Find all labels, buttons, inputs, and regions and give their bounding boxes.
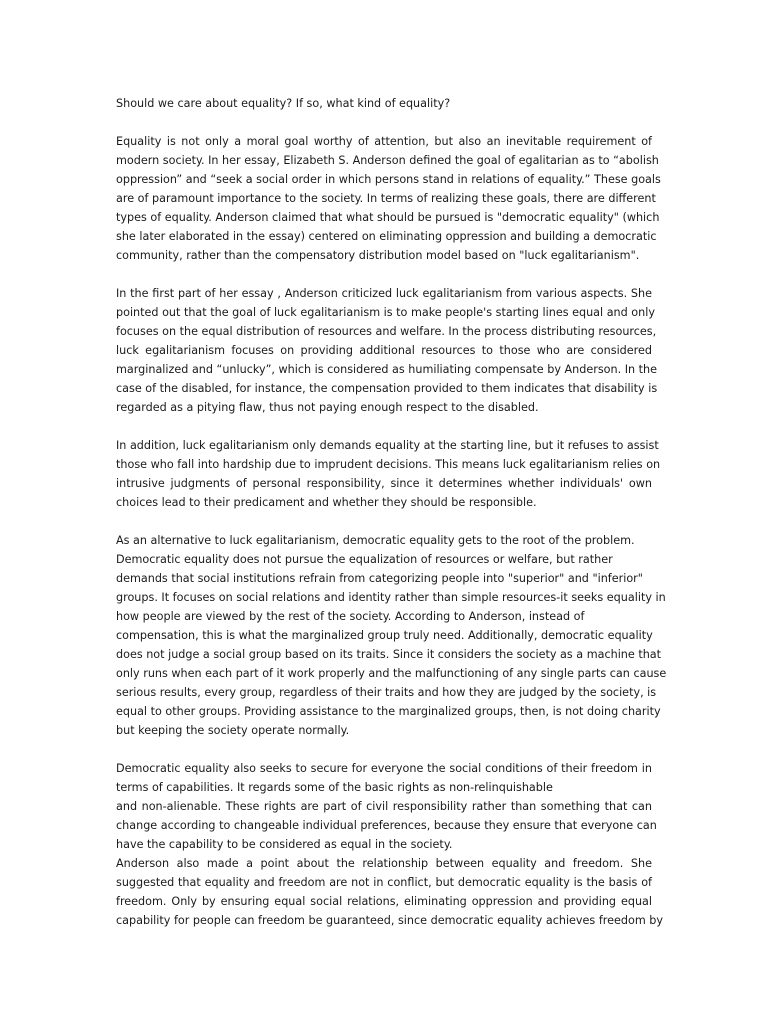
text-line: freedom. Only by ensuring equal social relations, eliminating oppression and providing equal bbox=[116, 895, 652, 908]
text-line: does not judge a social group based on its traits. Since it considers the society as a machine that bbox=[116, 648, 662, 661]
text-line: choices lead to their predicament and whether they should be responsible. bbox=[116, 496, 537, 509]
paragraph-spacer bbox=[116, 113, 652, 132]
text-line: Anderson also made a point about the relationship between equality and freedom. She bbox=[116, 857, 652, 870]
text-line: change according to changeable individual preferences, because they ensure that everyone can bbox=[116, 819, 657, 832]
document-page bbox=[116, 94, 667, 930]
paragraph bbox=[116, 284, 658, 417]
document-body bbox=[116, 132, 667, 930]
text-line: those who fall into hardship due to imprudent decisions. This means luck egalitarianism relies on bbox=[116, 458, 661, 471]
paragraph bbox=[116, 531, 667, 740]
text-line: case of the disabled, for instance, the compensation provided to them indicates that disability is bbox=[116, 382, 658, 395]
text-line: pointed out that the goal of luck egalitarianism is to make people's starting lines equal and only bbox=[116, 306, 655, 319]
text-line: she later elaborated in the essay) centered on eliminating oppression and building a democratic bbox=[116, 230, 657, 243]
text-line: oppression” and “seek a social order in which persons stand in relations of equality.” These goals bbox=[116, 173, 661, 186]
paragraph-spacer bbox=[116, 265, 652, 284]
text-line: Democratic equality does not pursue the equalization of resources or welfare, but rather bbox=[116, 553, 613, 566]
text-line: In the first part of her essay , Anderson criticized luck egalitarianism from various aspects. She bbox=[116, 287, 652, 300]
text-line: As an alternative to luck egalitarianism, democratic equality gets to the root of the problem. bbox=[116, 534, 635, 547]
text-line: serious results, every group, regardless of their traits and how they are judged by the society, is bbox=[116, 686, 657, 699]
text-line: demands that social institutions refrain from categorizing people into "superior" and "inferior" bbox=[116, 572, 643, 585]
document-title: Should we care about equality? If so, what kind of equality? bbox=[116, 97, 451, 110]
text-line: luck egalitarianism focuses on providing additional resources to those who are considered bbox=[116, 344, 652, 357]
text-line: Equality is not only a moral goal worthy of attention, but also an inevitable requirement of bbox=[116, 135, 652, 148]
paragraph-spacer bbox=[116, 740, 652, 759]
text-line: are of paramount importance to the society. In terms of realizing these goals, there are different bbox=[116, 192, 656, 205]
text-line: have the capability to be considered as equal in the society. bbox=[116, 838, 453, 851]
paragraph-spacer bbox=[116, 512, 652, 531]
paragraph bbox=[116, 436, 661, 512]
text-line: terms of capabilities. It regards some of the basic rights as non-relinquishable bbox=[116, 781, 553, 794]
text-line: suggested that equality and freedom are not in conflict, but democratic equality is the basis of bbox=[116, 876, 652, 889]
text-line: but keeping the society operate normally. bbox=[116, 724, 350, 737]
text-line: and non-alienable. These rights are part of civil responsibility rather than something that can bbox=[116, 800, 652, 813]
paragraph bbox=[116, 132, 661, 265]
paragraph bbox=[116, 759, 664, 930]
text-line: modern society. In her essay, Elizabeth S. Anderson defined the goal of egalitarian as to “abolish bbox=[116, 154, 659, 167]
text-line: focuses on the equal distribution of resources and welfare. In the process distributing resources, bbox=[116, 325, 657, 338]
text-line: intrusive judgments of personal responsibility, since it determines whether individuals' own bbox=[116, 477, 652, 490]
text-line: In addition, luck egalitarianism only demands equality at the starting line, but it refuses to assist bbox=[116, 439, 659, 452]
text-line: equal to other groups. Providing assistance to the marginalized groups, then, is not doing charity bbox=[116, 705, 661, 718]
text-line: regarded as a pitying flaw, thus not paying enough respect to the disabled. bbox=[116, 401, 539, 414]
text-line: marginalized and “unlucky”, which is considered as humiliating compensate by Anderson. In the bbox=[116, 363, 658, 376]
text-line: groups. It focuses on social relations and identity rather than simple resources-it seeks equality in bbox=[116, 591, 666, 604]
paragraph-spacer bbox=[116, 417, 652, 436]
text-line: how people are viewed by the rest of the society. According to Anderson, instead of bbox=[116, 610, 585, 623]
text-line: community, rather than the compensatory distribution model based on "luck egalitarianism". bbox=[116, 249, 640, 262]
text-line: Democratic equality also seeks to secure for everyone the social conditions of their freedom in bbox=[116, 762, 652, 775]
text-line: compensation, this is what the marginalized group truly need. Additionally, democratic equality bbox=[116, 629, 653, 642]
text-line: types of equality. Anderson claimed that what should be pursued is "democratic equality" (which bbox=[116, 211, 660, 224]
text-line: only runs when each part of it work properly and the malfunctioning of any single parts can cause bbox=[116, 667, 667, 680]
text-line: capability for people can freedom be guaranteed, since democratic equality achieves freedom by bbox=[116, 914, 664, 927]
